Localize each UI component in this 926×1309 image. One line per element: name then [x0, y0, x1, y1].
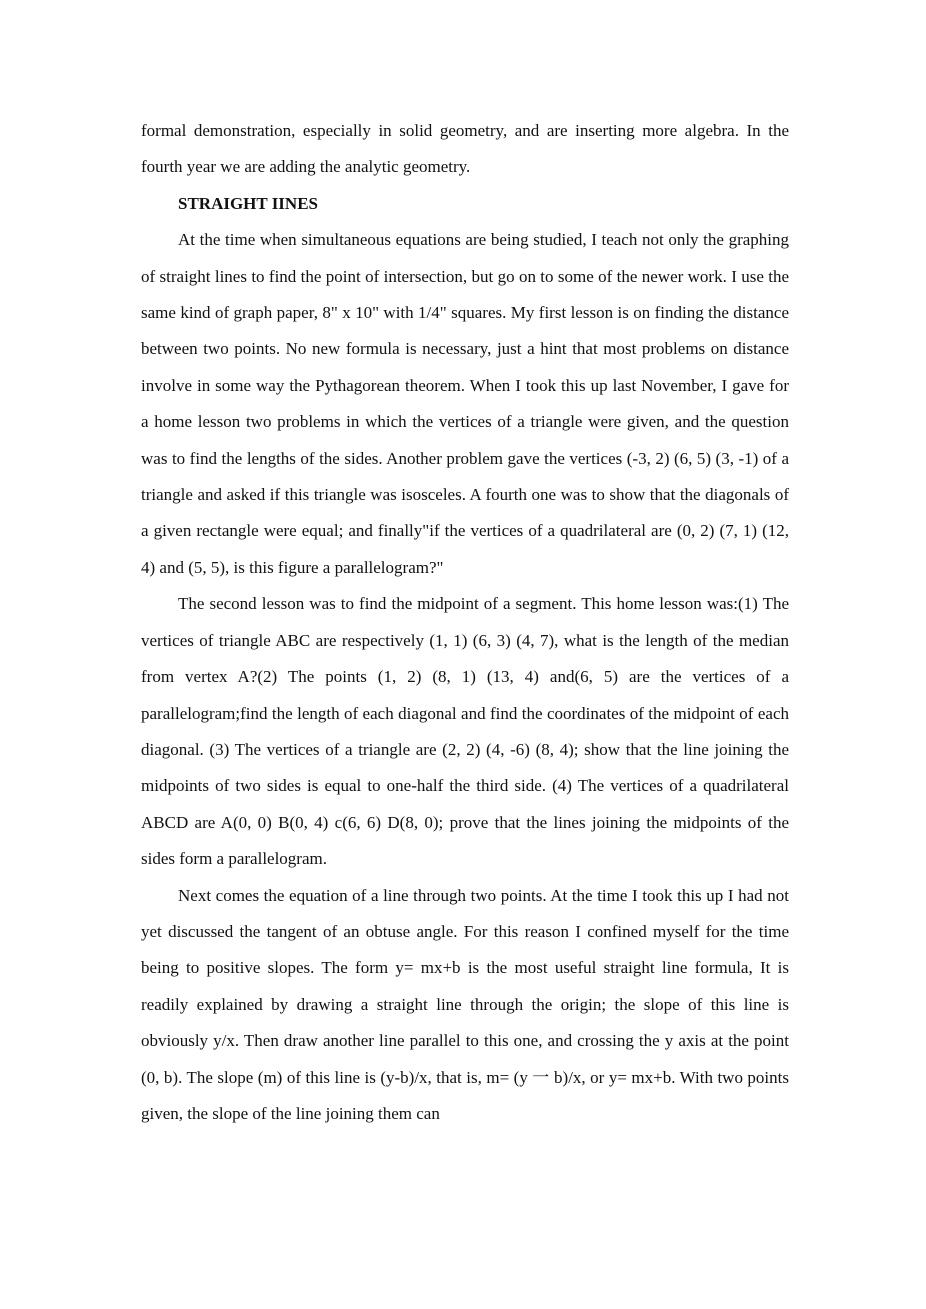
paragraph-continuation: formal demonstration, especially in solid geometry, and are inserting more algebra. In the fourth year we are adding the analytic geometry. — [141, 121, 789, 177]
document-body — [141, 113, 789, 1132]
paragraph-distance-lesson: At the time when simultaneous equations are being studied, I teach not only the graphing of straight lines to find the point of intersection, but go on to some of the newer work. I use the same kind of graph paper, 8" x 10" with 1/4" squares. My first lesson is on finding the distance between two points. No new formula is necessary, just a hint that most problems on distance involve in some way the Pythagorean theorem. When I took this up last November, I gave for a home lesson two problems in which the vertices of a triangle were given, and the question was to find the lengths of the sides. Another problem gave the vertices (-3, 2) (6, 5) (3, -1) of a triangle and asked if this triangle was isosceles. A fourth one was to show that the diagonals of a given rectangle were equal; and finally"if the vertices of a quadrilateral are (0, 2) (7, 1) (12, 4) and (5, 5), is this figure a parallelogram?" — [141, 230, 789, 577]
paragraph-line-equation: Next comes the equation of a line through two points. At the time I took this up I had not yet discussed the tangent of an obtuse angle. For this reason I confined myself for the time being to positive slopes. The form y= mx+b is the most useful straight line formula, It is readily explained by drawing a straight line through the origin; the slope of this line is obviously y/x. Then draw another line parallel to this one, and crossing the y axis at the point (0, b). The slope (m) of this line is (y-b)/x, that is, m= (y 一 b)/x, or y= mx+b. With two points given, the slope of the line joining them can — [141, 885, 789, 1123]
section-heading: STRAIGHT IINES — [178, 193, 318, 213]
paragraph-midpoint-lesson: The second lesson was to find the midpoint of a segment. This home lesson was:(1) The vertices of triangle ABC are respectively (1, 1) (6, 3) (4, 7), what is the length of the median from vertex A?(2) The points (1, 2) (8, 1) (13, 4) and(6, 5) are the vertices of a parallelogram;find the length of each diagonal and find the coordinates of the midpoint of each diagonal. (3) The vertices of a triangle are (2, 2) (4, -6) (8, 4); show that the line joining the midpoints of two sides is equal to one-half the third side. (4) The vertices of a quadrilateral ABCD are A(0, 0) B(0, 4) c(6, 6) D(8, 0); prove that the lines joining the midpoints of the sides form a parallelogram. — [141, 594, 789, 869]
